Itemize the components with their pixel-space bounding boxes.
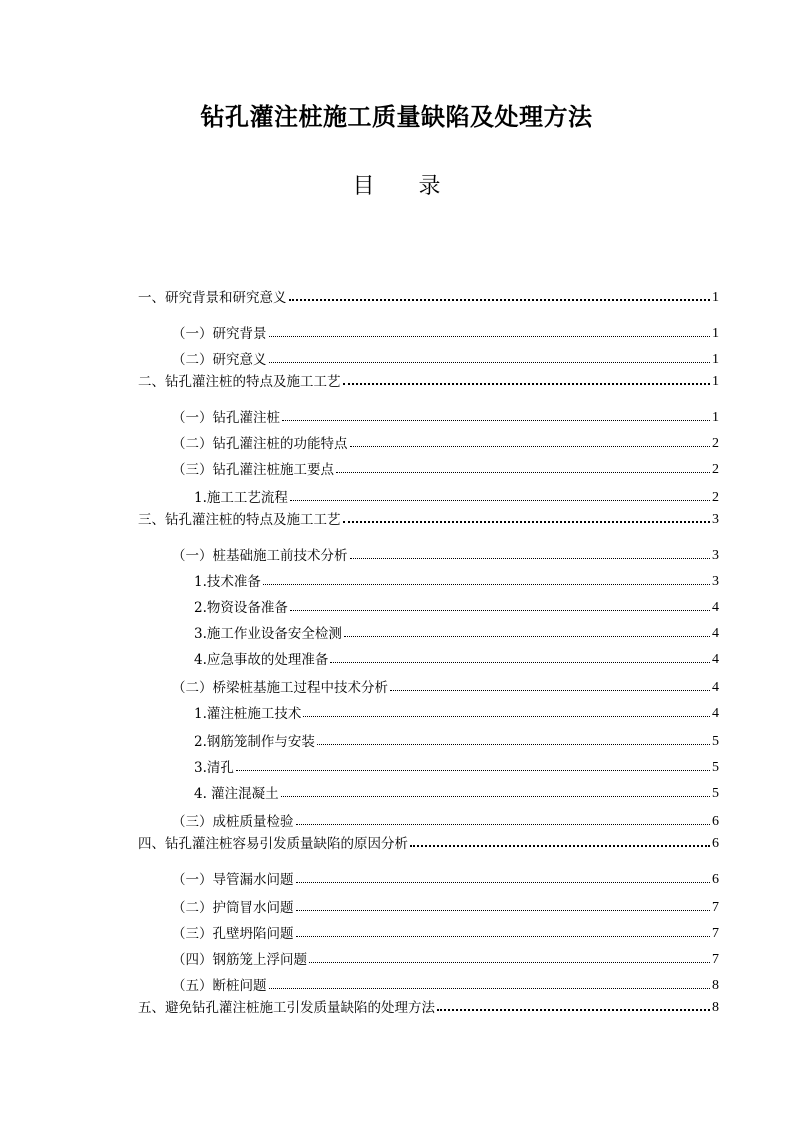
toc-entry-label: （一）桩基础施工前技术分析 bbox=[172, 548, 348, 564]
toc-entry[interactable] bbox=[172, 868, 719, 888]
toc-entry[interactable] bbox=[172, 544, 719, 564]
toc-entry[interactable] bbox=[138, 996, 719, 1016]
toc-entry-page-number: 4 bbox=[712, 680, 719, 695]
toc-entry-page-number: 4 bbox=[712, 652, 719, 667]
dot-leader bbox=[282, 420, 710, 421]
toc-entry-label: （一）研究背景 bbox=[172, 326, 267, 342]
toc-entry[interactable] bbox=[172, 348, 719, 368]
toc-entry-label: （三）孔壁坍陷问题 bbox=[172, 926, 294, 942]
toc-entry-page-number: 1 bbox=[712, 410, 719, 425]
dot-leader bbox=[269, 362, 711, 363]
dot-leader bbox=[437, 1009, 710, 1011]
dot-leader bbox=[236, 770, 710, 771]
dot-leader bbox=[344, 636, 710, 637]
toc-entry-label: 3.清孔 bbox=[194, 760, 234, 776]
toc-entry-label: （二）桥梁桩基施工过程中技术分析 bbox=[172, 680, 388, 696]
toc-entry-label: 3.施工作业设备安全检测 bbox=[194, 626, 342, 642]
toc-entry-page-number: 6 bbox=[712, 836, 719, 851]
toc-entry-page-number: 6 bbox=[712, 872, 719, 887]
dot-leader bbox=[281, 796, 710, 797]
toc-entry-page-number: 5 bbox=[712, 734, 719, 749]
toc-entry-page-number: 2 bbox=[712, 436, 719, 451]
toc-entry[interactable] bbox=[194, 486, 719, 506]
toc-entry-label: 一、研究背景和研究意义 bbox=[138, 290, 287, 306]
toc-entry[interactable] bbox=[194, 570, 719, 590]
toc-entry-page-number: 1 bbox=[712, 290, 719, 305]
toc-entry-page-number: 7 bbox=[712, 900, 719, 915]
toc-entry-label: 4.应急事故的处理准备 bbox=[194, 652, 329, 668]
toc-entry-page-number: 7 bbox=[712, 926, 719, 941]
toc-entry-label: 1.施工工艺流程 bbox=[194, 490, 288, 506]
toc-entry-page-number: 5 bbox=[712, 786, 719, 801]
toc-entry-page-number: 8 bbox=[712, 1000, 719, 1015]
toc-entry-page-number: 4 bbox=[712, 626, 719, 641]
dot-leader bbox=[390, 690, 710, 691]
dot-leader bbox=[336, 472, 710, 473]
toc-entry-label: 1.技术准备 bbox=[194, 574, 261, 590]
toc-heading: 目 录 bbox=[352, 174, 441, 199]
toc-entry-label: 五、避免钻孔灌注桩施工引发质量缺陷的处理方法 bbox=[138, 1000, 435, 1016]
dot-leader bbox=[296, 882, 711, 883]
toc-entry[interactable] bbox=[138, 370, 719, 390]
toc-entry-label: 1.灌注桩施工技术 bbox=[194, 706, 302, 722]
toc-entry[interactable] bbox=[138, 832, 719, 852]
toc-entry[interactable] bbox=[194, 596, 719, 616]
toc-entry-page-number: 2 bbox=[712, 490, 719, 505]
toc-entry[interactable] bbox=[172, 322, 719, 342]
toc-entry-page-number: 4 bbox=[712, 600, 719, 615]
toc-entry-label: （三）钻孔灌注桩施工要点 bbox=[172, 462, 334, 478]
dot-leader bbox=[263, 584, 710, 585]
dot-leader bbox=[309, 962, 710, 963]
dot-leader bbox=[350, 446, 711, 447]
dot-leader bbox=[343, 383, 711, 385]
toc-entry-label: 二、钻孔灌注桩的特点及施工工艺 bbox=[138, 374, 341, 390]
toc-entry-page-number: 6 bbox=[712, 814, 719, 829]
toc-entry[interactable] bbox=[138, 508, 719, 528]
toc-entry-label: （二）护筒冒水问题 bbox=[172, 900, 294, 916]
toc-entry-page-number: 5 bbox=[712, 760, 719, 775]
dot-leader bbox=[290, 610, 710, 611]
toc-entry[interactable] bbox=[194, 756, 719, 776]
toc-entry[interactable] bbox=[172, 458, 719, 478]
dot-leader bbox=[289, 299, 711, 301]
toc-entry-label: 四、钻孔灌注桩容易引发质量缺陷的原因分析 bbox=[138, 836, 408, 852]
dot-leader bbox=[296, 936, 711, 937]
toc-entry[interactable] bbox=[172, 406, 719, 426]
toc-entry[interactable] bbox=[172, 432, 719, 452]
dot-leader bbox=[303, 716, 710, 717]
toc-entry-label: （二）钻孔灌注桩的功能特点 bbox=[172, 436, 348, 452]
toc-entry-page-number: 3 bbox=[712, 548, 719, 563]
toc-entry-page-number: 3 bbox=[712, 574, 719, 589]
toc-entry[interactable] bbox=[172, 974, 719, 994]
toc-entry-label: （一）导管漏水问题 bbox=[172, 872, 294, 888]
toc-entry[interactable] bbox=[194, 730, 719, 750]
dot-leader bbox=[350, 558, 711, 559]
toc-entry[interactable] bbox=[138, 286, 719, 306]
toc-entry-label: 三、钻孔灌注桩的特点及施工工艺 bbox=[138, 512, 341, 528]
toc-entry[interactable] bbox=[172, 676, 719, 696]
toc-entry-page-number: 8 bbox=[712, 978, 719, 993]
toc-entry-label: 4. 灌注混凝土 bbox=[194, 786, 279, 802]
toc-entry-label: （四）钢筋笼上浮问题 bbox=[172, 952, 307, 968]
toc-entry[interactable] bbox=[194, 702, 719, 722]
toc-entry-label: 2.物资设备准备 bbox=[194, 600, 288, 616]
toc-entry[interactable] bbox=[194, 622, 719, 642]
toc-entry-label: （二）研究意义 bbox=[172, 352, 267, 368]
toc-entry-page-number: 1 bbox=[712, 326, 719, 341]
toc-entry[interactable] bbox=[172, 810, 719, 830]
toc-entry[interactable] bbox=[172, 896, 719, 916]
toc-entry[interactable] bbox=[194, 648, 719, 668]
toc-entry-page-number: 7 bbox=[712, 952, 719, 967]
dot-leader bbox=[290, 500, 710, 501]
dot-leader bbox=[317, 744, 710, 745]
dot-leader bbox=[330, 662, 710, 663]
toc-entry-label: 2.钢筋笼制作与安装 bbox=[194, 734, 315, 750]
toc-entry[interactable] bbox=[172, 922, 719, 942]
dot-leader bbox=[296, 910, 711, 911]
toc-entry-page-number: 2 bbox=[712, 462, 719, 477]
toc-entry-label: （一）钻孔灌注桩 bbox=[172, 410, 280, 426]
toc-entry-page-number: 3 bbox=[712, 512, 719, 527]
toc-entry[interactable] bbox=[194, 782, 719, 802]
dot-leader bbox=[269, 336, 711, 337]
toc-entry[interactable] bbox=[172, 948, 719, 968]
toc-entry-page-number: 4 bbox=[712, 706, 719, 721]
toc-entry-label: （五）断桩问题 bbox=[172, 978, 267, 994]
dot-leader bbox=[269, 988, 711, 989]
document-title: 钻孔灌注桩施工质量缺陷及处理方法 bbox=[200, 102, 593, 131]
toc-entry-label: （三）成桩质量检验 bbox=[172, 814, 294, 830]
toc-entry-page-number: 1 bbox=[712, 352, 719, 367]
toc-entry-page-number: 1 bbox=[712, 374, 719, 389]
dot-leader bbox=[410, 845, 710, 847]
dot-leader bbox=[343, 521, 711, 523]
dot-leader bbox=[296, 824, 711, 825]
